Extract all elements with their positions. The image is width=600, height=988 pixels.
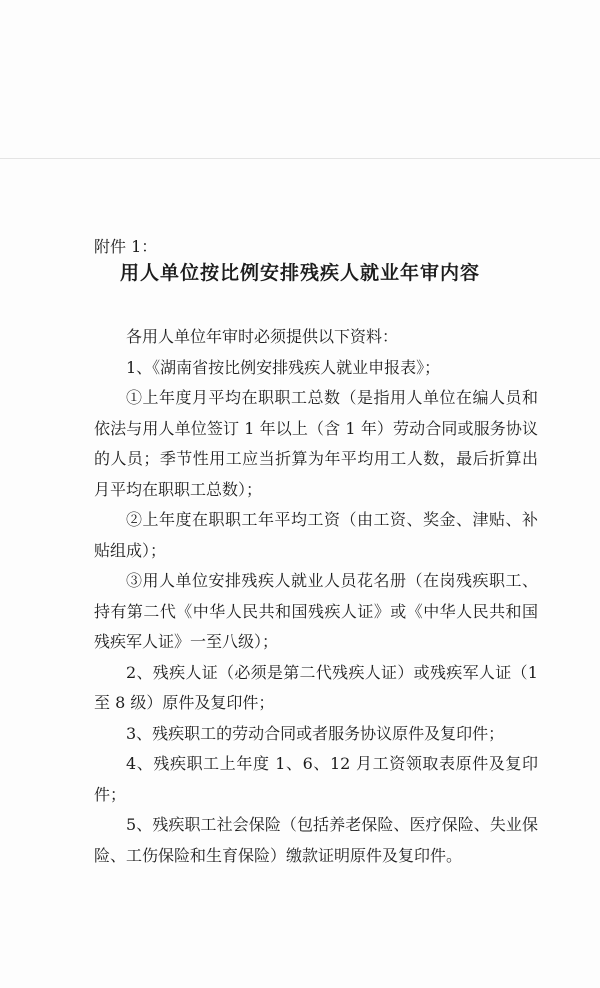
sub-item-3-disabled-employee-roster: ③用人单位安排残疾人就业人员花名册（在岗残疾职工、持有第二代《中华人民共和国残疾人证》或《中华人民共和国残疾军人证》一至八级）； (94, 571, 538, 651)
item-1-declaration-form: 1、《湖南省按比例安排残疾人就业申报表》； (126, 357, 441, 377)
intro-paragraph: 各用人单位年审时必须提供以下资料： (126, 327, 399, 346)
item-5-social-insurance: 5、残疾职工社会保险（包括养老保险、医疗保险、失业保险、工伤保险和生育保险）缴款证明原件及复印件。 (94, 815, 538, 865)
item-2-disability-certificate: 2、残疾人证（必须是第二代残疾人证）或残疾军人证（1 至 8 级）原件及复印件； (94, 662, 538, 712)
document-title: 用人单位按比例安排残疾人就业年审内容 (119, 262, 480, 284)
scan-edge-divider (0, 158, 600, 159)
item-4-salary-records: 4、残疾职工上年度 1、6、12 月工资领取表原件及复印件； (94, 754, 538, 804)
sub-item-2-average-wage: ②上年度在职职工年平均工资（由工资、奖金、津贴、补贴组成）； (94, 510, 538, 560)
attachment-label: 附件 1： (94, 237, 158, 256)
document-body (94, 322, 538, 871)
item-3-labor-contract: 3、残疾职工的劳动合同或者服务协议原件及复印件； (126, 723, 505, 743)
sub-item-1-total-employees: ①上年度月平均在职职工总数（是指用人单位在编人员和依法与用人单位签订 1 年以上（含 1 年）劳动合同或服务协议的人员；季节性用工应当折算为年平均用工人数，最后折算出月平均在职职工总数）； (94, 388, 538, 499)
